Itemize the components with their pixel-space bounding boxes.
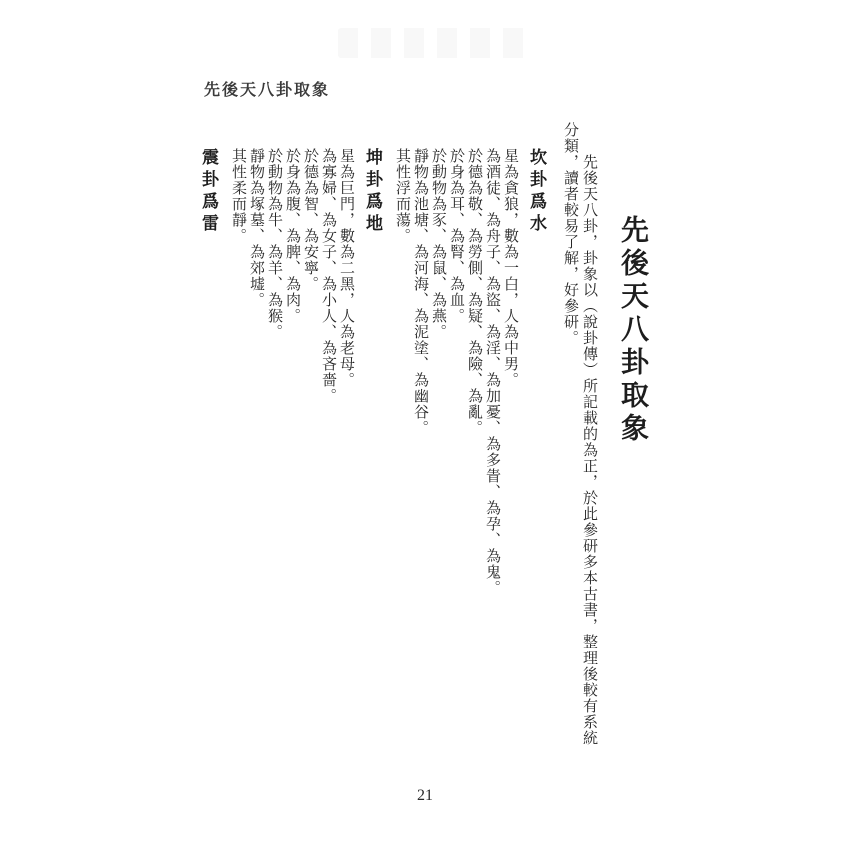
text-column: 靜物為塚墓、為郊墟。 — [248, 148, 264, 308]
text-column: 其性柔而靜。 — [230, 148, 246, 244]
intro-line: 先後天八卦，卦象以（說卦傳）所記載的為正，於此參研多本古書，整理後較有系統 — [581, 154, 597, 746]
text-column: 於身為耳、為腎、為血。 — [448, 148, 464, 324]
text-column: 其性浮而蕩。 — [394, 148, 410, 244]
text-column: 於身為腹、為脾、為肉。 — [284, 148, 300, 324]
intro-line: 分類，讀者較易了解，好參研。 — [562, 122, 578, 346]
running-header: 先後天八卦取象 — [204, 82, 331, 99]
page-title: 先後天八卦取象 — [617, 215, 648, 446]
bleed-through-marks — [338, 28, 534, 58]
text-column: 於德為智、為安寧。 — [302, 148, 318, 292]
text-column: 於德為敬、為勞側、為疑、為險、為亂。 — [466, 148, 482, 436]
text-column: 星為巨門，數為二黑，人為老母。 — [338, 148, 354, 388]
vertical-text-block — [191, 122, 652, 756]
section-header-zhen: 震卦爲雷 — [199, 148, 218, 236]
page-number: 21 — [417, 787, 433, 804]
text-column: 為寡婦、為女子、為小人、為吝嗇。 — [320, 148, 336, 404]
text-column: 星為貪狼，數為一白，人為中男。 — [502, 148, 518, 388]
text-column: 於動物為豕、為鼠、為燕。 — [430, 148, 446, 340]
text-column: 於動物為牛、為羊、為猴。 — [266, 148, 282, 340]
text-column: 靜物為池塘、為河海、為泥塗、為幽谷。 — [412, 148, 428, 436]
section-header-kan: 坎卦爲水 — [527, 148, 546, 236]
text-column: 為酒徒、為舟子、為盜、為淫、為加憂、為多眚、為孕、為鬼。 — [484, 148, 500, 596]
section-header-kun: 坤卦爲地 — [363, 148, 382, 236]
